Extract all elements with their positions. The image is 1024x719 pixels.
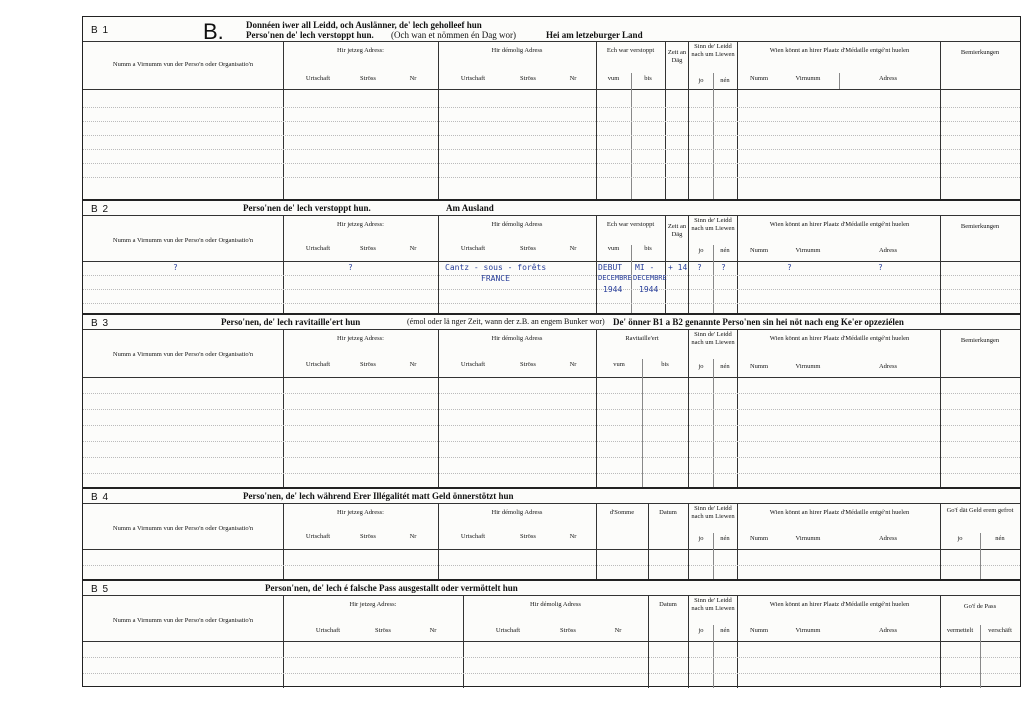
- col-medal-name: Numm: [749, 627, 769, 634]
- col-old-address: Hir démolig Adress: [491, 335, 543, 342]
- col-medal: Wien könnt an hirer Plaatz d'Médaille entgé'nt huelen: [769, 509, 910, 516]
- col-medal-name: Numm: [749, 535, 769, 542]
- col-passport: Go'f de Pass: [963, 603, 997, 610]
- col-medal-address: Adress: [878, 363, 898, 370]
- col-medal: Wien könnt an hirer Plaatz d'Médaille entgé'nt huelen: [769, 601, 910, 608]
- col-current-address: Hir jetzeg Adress:: [337, 509, 384, 516]
- col-number: Nr: [409, 245, 417, 252]
- col-no: nén: [720, 535, 730, 542]
- col-current-address: Hir jetzeg Adress:: [337, 221, 384, 228]
- form-letter: B.: [203, 19, 224, 44]
- col-old-address: Hir démolig Adress: [491, 47, 543, 54]
- col-name: Numm a Virnumm vun der Perso'n oder Organisatio'n: [112, 525, 254, 532]
- section-id: B 4: [91, 492, 110, 503]
- col-hidden: Ech war verstoppt: [606, 47, 655, 54]
- header-line2: Perso'nen de' lech verstoppt hun.: [246, 30, 374, 40]
- handwritten-from: DEBUT: [598, 263, 623, 272]
- col-medal: Wien könnt an hirer Plaatz d'Médaille entgé'nt huelen: [769, 335, 910, 342]
- col-alive: Sinn de' Leidd nach um Liewen: [691, 43, 735, 58]
- section-b2: [83, 199, 1020, 315]
- col-alive: Sinn de' Leidd nach um Liewen: [691, 597, 735, 612]
- col-time: Zeit an Däg: [667, 49, 687, 64]
- col-medal-address: Adress: [878, 247, 898, 254]
- col-no: nén: [995, 535, 1005, 542]
- section-title: Perso'nen, de' lech während Erer Illégalitét matt Geld önnerstötzt hun: [243, 491, 514, 501]
- col-to: bis: [661, 361, 669, 368]
- col-yes: jo: [698, 77, 704, 84]
- col-medal-firstname: Virnumm: [795, 75, 821, 82]
- col-hidden: Ech war verstoppt: [606, 221, 655, 228]
- col-number: Nr: [409, 533, 417, 540]
- handwritten-medal: ?: [787, 263, 792, 272]
- col-locality: Urtschaft: [460, 533, 486, 540]
- header-place: Hei am letzeburger Land: [546, 30, 643, 40]
- section-note: (émol oder lä nger Zeit, wann der z.B. an engem Bunker wor): [407, 317, 605, 326]
- handwritten-yes: ?: [697, 263, 702, 272]
- section-place: Am Ausland: [446, 203, 494, 213]
- col-medal-address: Adress: [878, 535, 898, 542]
- col-yes: jo: [698, 247, 704, 254]
- handwritten-days: + 14: [668, 263, 688, 272]
- col-old-address: Hir démolig Adress: [530, 601, 581, 608]
- col-from: vum: [607, 245, 620, 252]
- section-id: B 3: [91, 318, 110, 329]
- section-id: B 1: [91, 25, 110, 36]
- col-alive: Sinn de' Leidd nach um Liewen: [691, 217, 735, 232]
- col-street: Ströss: [360, 75, 376, 82]
- col-medal: Wien könnt an hirer Plaatz d'Médaille entgé'nt huelen: [769, 47, 910, 54]
- col-supplied: Ravitaille'ert: [625, 335, 659, 342]
- col-medal-name: Numm: [749, 75, 769, 82]
- handwritten-medal-address: ?: [878, 263, 883, 272]
- handwritten-name: ?: [173, 263, 178, 272]
- col-locality: Urtschaft: [495, 627, 521, 634]
- col-number: Nr: [614, 627, 622, 634]
- col-from: vum: [607, 75, 620, 82]
- col-number: Nr: [569, 245, 577, 252]
- col-sum: d'Somme: [609, 509, 635, 516]
- col-no: nén: [720, 363, 730, 370]
- resistance-form: [82, 16, 1021, 687]
- col-alive: Sinn de' Leidd nach um Liewen: [691, 505, 735, 520]
- col-yes: jo: [698, 363, 704, 370]
- handwritten-to-year: 1944: [639, 285, 659, 294]
- col-date: Datum: [659, 509, 677, 516]
- col-locality: Urtschaft: [460, 245, 486, 252]
- handwritten-no: ?: [721, 263, 726, 272]
- handwritten-place: Cantz - sous - forêts: [445, 263, 547, 272]
- handwritten-to: MI -: [635, 263, 655, 272]
- col-number: Nr: [569, 361, 577, 368]
- col-street: Ströss: [375, 627, 391, 634]
- section-note2: De' önner B1 a B2 genannte Perso'nen sin hei nöt nach eng Ke'er opzeziélen: [613, 317, 904, 327]
- col-remarks: Bemierkungen: [960, 337, 1000, 344]
- col-money-returned: Go'f dät Geld erem gefrot: [946, 507, 1014, 514]
- col-current-address: Hir jetzeg Adress:: [337, 47, 384, 54]
- col-street: Ströss: [560, 627, 576, 634]
- col-medal-firstname: Virnumm: [795, 627, 821, 634]
- section-b1: [83, 17, 1020, 199]
- header-line2-note: (Och wan et nömmen én Dag wor): [391, 30, 516, 40]
- col-street: Ströss: [360, 533, 376, 540]
- handwritten-from-month: DECEMBRE: [598, 274, 632, 282]
- col-medal-firstname: Virnumm: [795, 247, 821, 254]
- col-no: nén: [720, 627, 730, 634]
- section-title: Person'nen, de' lech é falsche Pass ausgestallt oder vermöttelt hun: [265, 583, 518, 593]
- col-current-address: Hir jetzeg Adress:: [349, 601, 397, 608]
- handwritten-to-month: DECEMBRE: [633, 274, 667, 282]
- col-locality: Urtschaft: [305, 361, 331, 368]
- col-name: Numm a Virnumm vun der Perso'n oder Organisatio'n: [112, 61, 254, 68]
- col-medal-firstname: Virnumm: [795, 363, 821, 370]
- col-locality: Urtschaft: [315, 627, 341, 634]
- col-medal-address: Adress: [878, 627, 898, 634]
- col-medal-firstname: Virnumm: [795, 535, 821, 542]
- col-passport-provided: vermettelt: [946, 627, 974, 634]
- col-number: Nr: [409, 75, 417, 82]
- col-name: Numm a Virnumm vun der Perso'n oder Organisatio'n: [112, 237, 254, 244]
- section-title: Perso'nen de' lech verstoppt hun.: [243, 203, 371, 213]
- col-street: Ströss: [360, 361, 376, 368]
- col-yes: jo: [957, 535, 963, 542]
- col-number: Nr: [569, 75, 577, 82]
- col-medal-name: Numm: [749, 363, 769, 370]
- section-id: B 5: [91, 584, 110, 595]
- col-remarks: Bemierkungen: [960, 223, 1000, 230]
- header-line1: Donnéen iwer all Leidd, och Auslänner, de' lech geholleef hun: [246, 20, 482, 30]
- col-date: Datum: [659, 601, 677, 608]
- col-street: Ströss: [360, 245, 376, 252]
- col-street: Ströss: [520, 75, 536, 82]
- section-b5: [83, 579, 1020, 688]
- col-number: Nr: [409, 361, 417, 368]
- col-time: Zeit an Däg: [667, 223, 687, 238]
- col-yes: jo: [698, 535, 704, 542]
- col-locality: Urtschaft: [305, 245, 331, 252]
- col-no: nén: [720, 247, 730, 254]
- handwritten-current-address: ?: [348, 263, 353, 272]
- col-medal-address: Adress: [878, 75, 898, 82]
- col-old-address: Hir démolig Adress: [491, 509, 543, 516]
- col-street: Ströss: [520, 245, 536, 252]
- section-title: Perso'nen, de' lech ravitaille'ert hun: [221, 317, 361, 327]
- col-yes: jo: [698, 627, 704, 634]
- col-number: Nr: [569, 533, 577, 540]
- section-b3: [83, 313, 1020, 489]
- col-medal: Wien könnt an hirer Plaatz d'Médaille entgé'nt huelen: [769, 221, 910, 228]
- col-no: nén: [720, 77, 730, 84]
- col-locality: Urtschaft: [305, 533, 331, 540]
- col-locality: Urtschaft: [460, 361, 486, 368]
- col-name: Numm a Virnumm vun der Perso'n oder Organisatio'n: [112, 617, 254, 624]
- col-current-address: Hir jetzeg Adress:: [337, 335, 384, 342]
- col-passport-forged: verschäft: [988, 627, 1012, 634]
- col-to: bis: [644, 75, 652, 82]
- section-b4: [83, 487, 1020, 581]
- col-alive: Sinn de' Leidd nach um Liewen: [691, 331, 735, 346]
- col-street: Ströss: [520, 533, 536, 540]
- col-locality: Urtschaft: [305, 75, 331, 82]
- handwritten-country: FRANCE: [481, 274, 510, 283]
- handwritten-from-year: 1944: [603, 285, 623, 294]
- col-medal-name: Numm: [749, 247, 769, 254]
- col-old-address: Hir démolig Adress: [491, 221, 543, 228]
- col-street: Ströss: [520, 361, 536, 368]
- col-number: Nr: [429, 627, 437, 634]
- col-from: vum: [613, 361, 625, 368]
- section-id: B 2: [91, 204, 110, 215]
- col-to: bis: [644, 245, 652, 252]
- col-remarks: Bemierkungen: [960, 49, 1000, 56]
- col-name: Numm a Virnumm vun der Perso'n oder Organisatio'n: [112, 351, 254, 358]
- col-locality: Urtschaft: [460, 75, 486, 82]
